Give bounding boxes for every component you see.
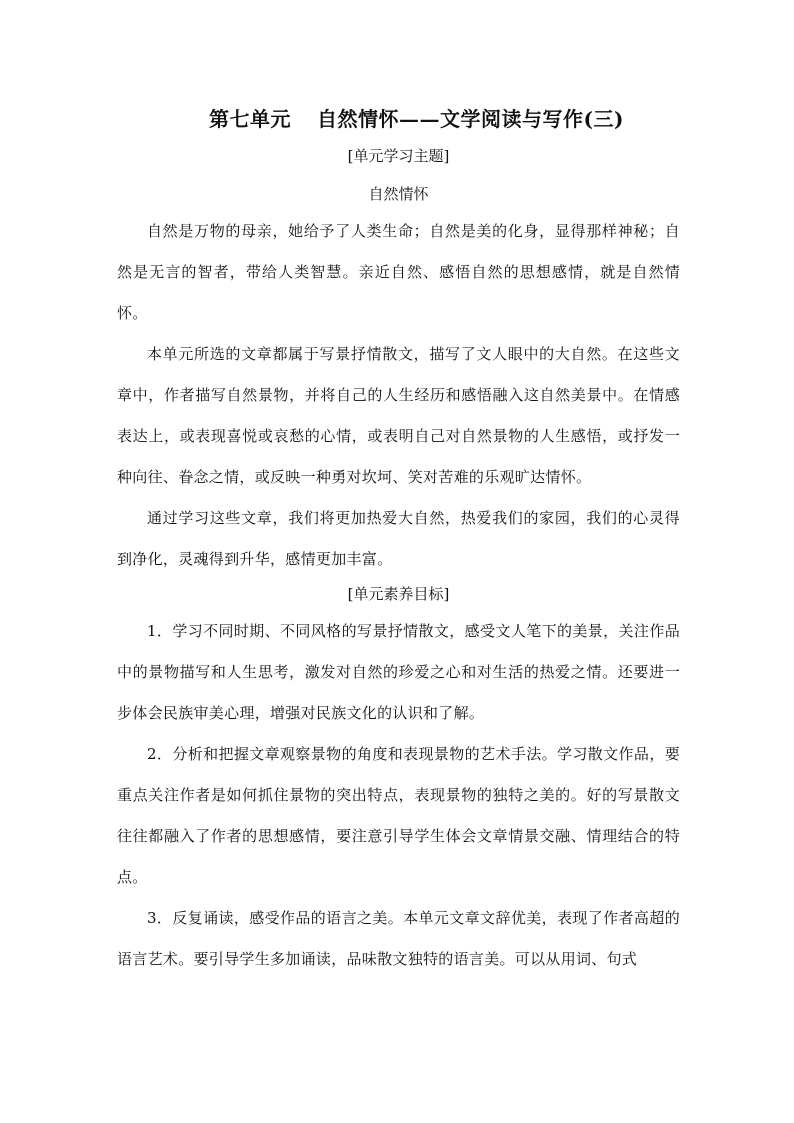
- paragraph-goal-3: 3．反复诵读，感受作品的语言之美。本单元文章文辞优美，表现了作者高超的语言艺术。要引导学生多加诵读，品味散文独特的语言美。可以从用词、句式: [117, 909, 680, 968]
- paragraph-intro-2: 本单元所选的文章都属于写景抒情散文，描写了文人眼中的大自然。在这些文章中，作者描写自然景物，并将自己的人生经历和感悟融入这自然美景中。在情感表达上，或表现喜悦或哀愁的心情，或表明自己对自然景物的人生感悟，或抒发一种向往、眷念之情，或反映一种勇对坎坷、笑对苦难的乐观旷达情怀。: [117, 345, 680, 486]
- paragraph-goal-2: 2．分析和把握文章观察景物的角度和表现景物的艺术手法。学习散文作品，要重点关注作者是如何抓住景物的突出特点，表现景物的独特之美的。好的写景散文往往都融入了作者的思想感情，要注意引导学生体会文章情景交融、情理结合的特点。: [117, 745, 680, 886]
- document-page: [117, 104, 680, 980]
- section-heading-theme: [单元学习主题]: [347, 147, 450, 165]
- section-subheading: 自然情怀: [368, 185, 429, 203]
- paragraph-goal-1: 1．学习不同时期、不同风格的写景抒情散文，感受文人笔下的美景，关注作品中的景物描写和人生思考，激发对自然的珍爱之心和对生活的热爱之情。还要进一步体会民族审美心理，增强对民族文化的认识和了解。: [117, 622, 680, 722]
- paragraph-intro-3: 通过学习这些文章，我们将更加热爱大自然，热爱我们的家园，我们的心灵得到净化，灵魂得到升华，感情更加丰富。: [117, 509, 680, 568]
- page-title: [117, 104, 680, 134]
- title-theme: 自然情怀——文学阅读与写作(三): [317, 107, 624, 131]
- paragraph-intro-1: 自然是万物的母亲，她给予了人类生命；自然是美的化身，显得那样神秘；自然是无言的智者，带给人类智慧。亲近自然、感悟自然的思想感情，就是自然情怀。: [117, 222, 680, 322]
- section-heading-goals: [单元素养目标]: [347, 585, 450, 603]
- title-unit: 第七单元: [209, 107, 292, 131]
